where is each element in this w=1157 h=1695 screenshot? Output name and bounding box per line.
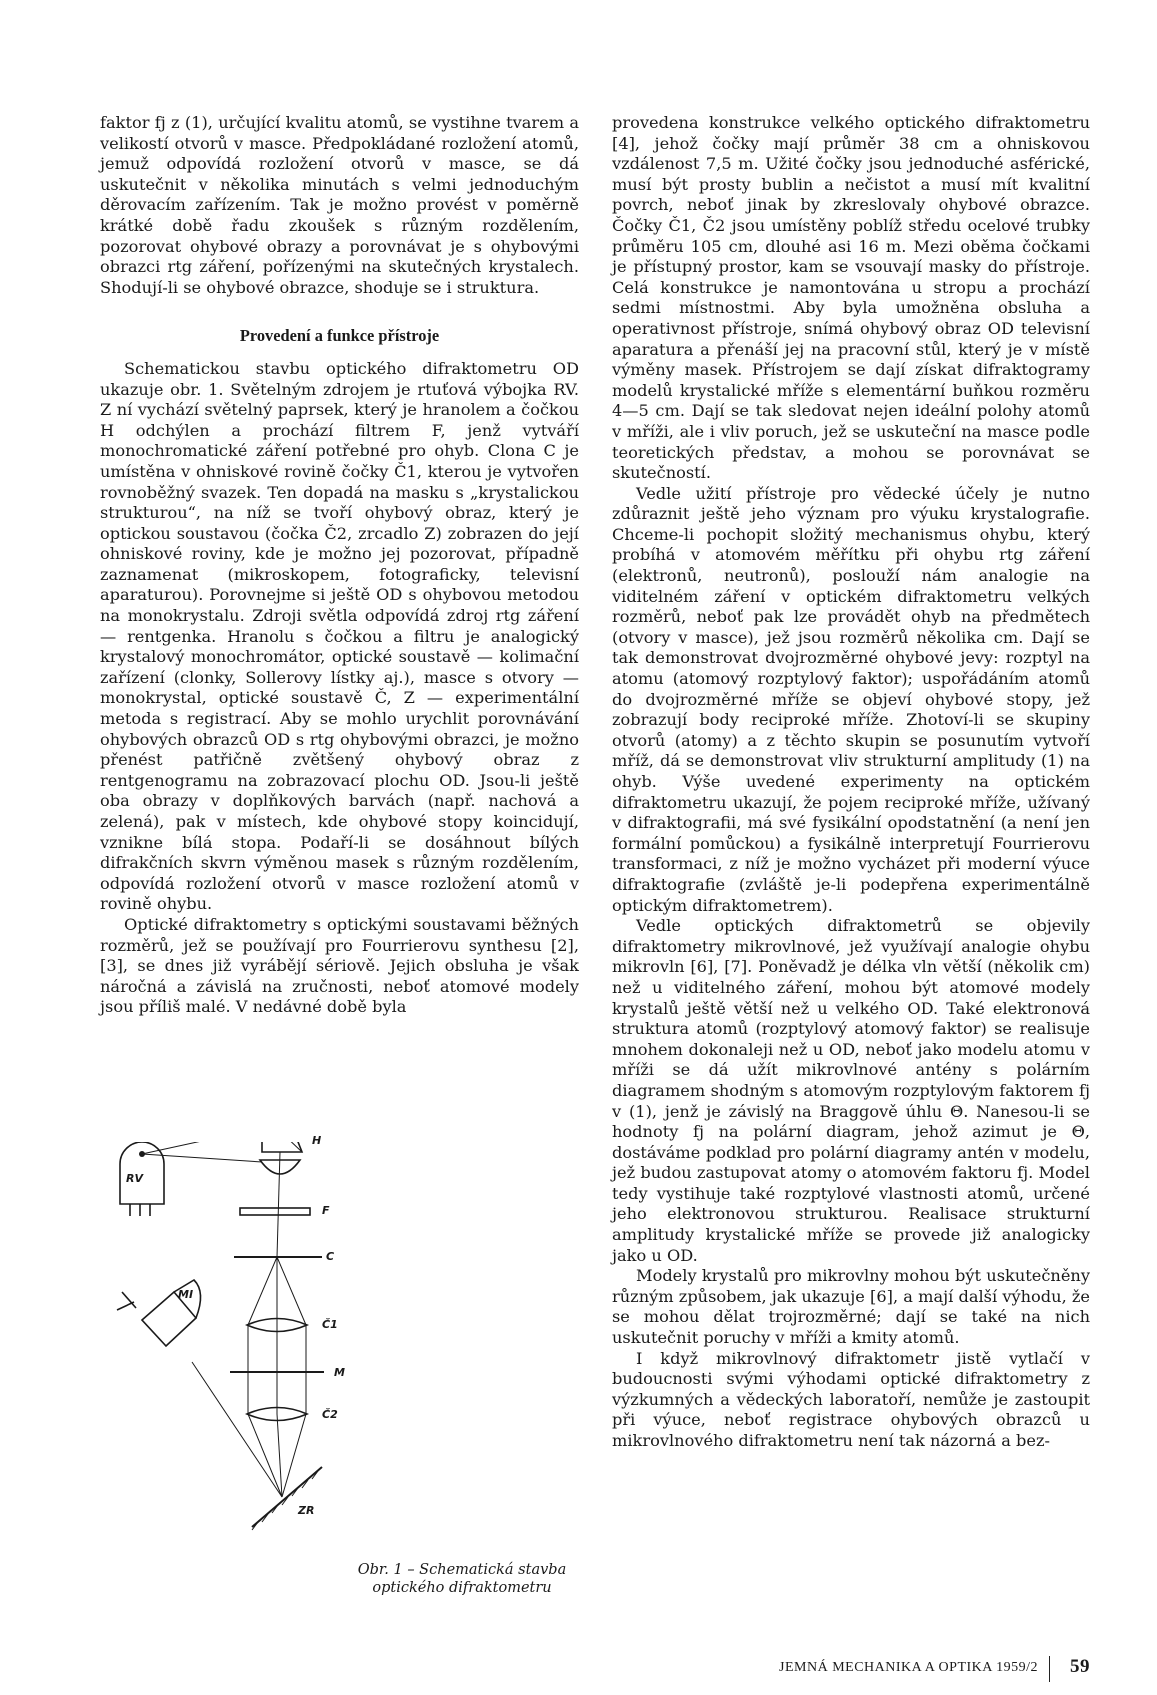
left-column <box>100 113 579 1018</box>
figure-diffractometer-schematic <box>112 1134 582 1597</box>
right-column <box>612 113 1090 1452</box>
journal-name: JEMNÁ MECHANIKA A OPTIKA 1959/2 <box>779 1660 1038 1675</box>
right-paragraph-3: Vedle optických difraktometrů se objevily difraktometry mikrovlnové, jež využívají analogie ohybu mikrovln [6], [7]. Poněvadž je délka vln větší (několik cm) než u viditelného záření, mohou být atomové modely krystalů ještě větší než u velkého OD. Také elektronová struktura atomů (rozptylový atomový faktor) se realisuje mnohem dokonaleji než u OD, neboť jako modelu atomu v mříži se dá užít mikrovlnové antény s polárním diagramem shodným s atomovým rozptylovým faktorem fj v (1), jenž je závislý na Braggově úhlu Θ. Nanesou-li se hodnoty fj na polární diagram, jehož azimut je Θ, dostáváme podklad pro polární diagramy antén v modelu, jež budou zastupovat atomy o atomovém faktoru fj. Model tedy vystihuje také rozptylové vlastnosti atomů, určené jeho elektronovou strukturou. Realisace strukturní amplitudy krystalické mříže se provede již analogicky jako u OD. <box>612 916 1090 1265</box>
prism-h-shape <box>262 1142 302 1152</box>
label-mi: MI <box>178 1288 194 1301</box>
label-c: C <box>326 1250 335 1263</box>
right-paragraph-1: provedena konstrukce velkého optického difraktometru [4], jehož čočky mají průměr 38 cm a ohniskovou vzdálenost 7,5 m. Užité čočky jsou jednoduché asférické, musí být prosty bublin a nečistot a musí mít kvalitní povrch, neboť jinak by zkreslovaly ohybové obrazce. Čočky Č1, Č2 jsou umístěny poblíž středu ocelové trubky průměru 105 cm, dlouhé asi 16 m. Mezi oběma čočkami je přístupný prostor, kam se vsouvají masky do přístroje. Celá konstrukce je namontována u stropu a prochází sedmi místnostmi. Aby byla umožněna obsluha a operativnost přístroje, snímá ohybový obraz OD televisní aparatura a přenáší jej na pracovní stůl, který je v místě výměny masek. Přístrojem se dají získat difraktogramy modelů krystalické mříže s elementární buňkou rozměru 4—5 cm. Dají se tak sledovat nejen ideální polohy atomů v mříži, ale i vliv poruch, jež se uskuteční na masce podle teoretických představ, a mohou se porovnávat se skutečností. <box>612 113 1090 483</box>
right-paragraph-2: Vedle užití přístroje pro vědecké účely je nutno zdůraznit ještě jeho význam pro výuku krystalografie. Chceme-li pochopit složitý mechanismus ohybu, který probíhá v atomovém měřítku při ohybu rtg záření (elektronů, neutronů), poslouží nám analogie na viditelném záření v optickém difraktometru velkých rozměrů, neboť pak lze provádět ohyb na předmětech (otvory v masce), jež jsou rozměrů několika cm. Dají se tak demonstrovat dvojrozměrné ohybové jevy: rozptyl na atomu (atomový rozptylový faktor); uspořádáním atomů do dvojrozměrné mříže se objeví ohybové stopy, jež zobrazují body reciproké mříže. Zhotoví-li se skupiny otvorů (atomy) a z těchto skupin se posunutím vytvoří mříž, dá se demonstrovat vliv strukturní amplitudy (1) na ohyb. Výše uvedené experimenty na optickém difraktometru ukazují, že pojem reciproké mříže, užívaný v difraktografii, má své fysikální opodstatnění (a není jen formální pomůckou) a fysikálně interpretují Fourrierovu transformaci, z níž je možno vycházet při moderní výuce difraktografie (zvláště je-li podepřena experimentálně optickým difraktometrem). <box>612 483 1090 915</box>
page-footer <box>733 1658 1090 1680</box>
figure-caption <box>352 1561 572 1597</box>
label-zr: ZR <box>298 1504 315 1517</box>
label-m: M <box>334 1366 345 1379</box>
label-c2: Č2 <box>322 1408 338 1421</box>
label-rv: RV <box>126 1172 143 1185</box>
page-number: 59 <box>1070 1656 1090 1677</box>
right-paragraph-4: Modely krystalů pro mikrovlny mohou být uskutečněny různým způsobem, jak ukazuje [6], a mají další výhodu, že se mohou dělat trojrozměrné; dají se také na nich uskutečnit poruchy v mříži a kmity atomů. <box>612 1266 1090 1348</box>
schematic-drawing <box>112 1142 582 1597</box>
section-heading: Provedení a funkce přístroje <box>239 326 440 346</box>
right-paragraph-5: I když mikrovlnový difraktometr jistě vytlačí v budoucnosti svými výhodami optické difraktometry z výzkumných a vědeckých laboratoří, nemůže je zastoupit při výuce, neboť registrace ohybových obrazců u mikrovlnového difraktometru není tak názorná a bez- <box>612 1348 1090 1450</box>
label-h: H <box>312 1134 322 1147</box>
left-paragraph-2: Schematickou stavbu optického difraktometru OD ukazuje obr. 1. Světelným zdrojem je rtuťová výbojka RV. Z ní vychází světelný paprsek, který je hranolem a čočkou H odchýlen a prochází filtrem F, jenž vytváří monochromatické záření potřebné pro ohyb. Clona C je umístěna v ohniskové rovině čočky Č1, kterou je vytvořen rovnoběžný svazek. Ten dopadá na masku s „krystalickou strukturou“, na níž se tvoří ohybový obraz, který je optickou soustavou (čočka Č2, zrcadlo Z) zobrazen do její ohniskové roviny, kde je možno jej pozorovat, případně zaznamenat (mikroskopem, fotograficky, televisní aparaturou). Porovnejme si ještě OD s ohybovou metodou na monokrystalu. Zdroji světla odpovídá zdroj rtg záření — rentgenka. Hranolu s čočkou a filtru je analogický krystalový monochromátor, optické soustavě — kolimační zařízení (clonky, Sollerovy lístky aj.), masce s otvory — monokrystal, optické soustavě Č, Z — experimentální metoda s registrací. Aby se mohlo urychlit porovnávání ohybových obrazců OD s rtg ohybovými obrazci, je možno přenést patřičně zvětšený ohybový obraz z rentgenogramu na zobrazovací plochu OD. Jsou-li ještě oba obrazy v doplňkových barvách (např. nachová a zelená), pak v místech, kde ohybové stopy koincidují, vznikne bílá stopa. Podaří-li se dosáhnout bílých difrakčních skvrn výměnou masek s různým rozdělením, odpovídá rozložení otvorů v masce rozložení atomů v rovině ohybu. <box>100 358 579 914</box>
label-c1: Č1 <box>322 1318 338 1331</box>
left-paragraph-1: faktor fj z (1), určující kvalitu atomů, se vystihne tvarem a velikostí otvorů v masce. Předpokládané rozložení atomů, jemuž odpovídá rozložení otvorů v masce, se dá uskutečnit v několika minutách s velmi jednoduchým děrovacím zařízením. Tak je možno provést v poměrně krátké době řadu zkoušek s různým rozdělením, pozorovat ohybové obrazy a porovnávat je s ohybovými obrazci rtg záření, pořízenými na skutečných krystalech. Shodují-li se ohybové obrazce, shoduje se i struktura. <box>100 113 579 297</box>
caption-line-2: optického difraktometru <box>372 1580 552 1596</box>
filter-f-shape <box>240 1208 310 1215</box>
footer-divider <box>1049 1656 1050 1682</box>
label-f: F <box>322 1204 330 1217</box>
caption-line-1: Obr. 1 – Schematická stavba <box>357 1562 567 1578</box>
left-paragraph-3: Optické difraktometry s optickými soustavami běžných rozměrů, jež se používají pro Fourrierovu synthesu [2], [3], se dnes již vyrábějí sériově. Jejich obsluha je však náročná a závislá na zručnosti, neboť atomové modely jsou příliš malé. V nedávné době byla <box>100 914 579 1017</box>
